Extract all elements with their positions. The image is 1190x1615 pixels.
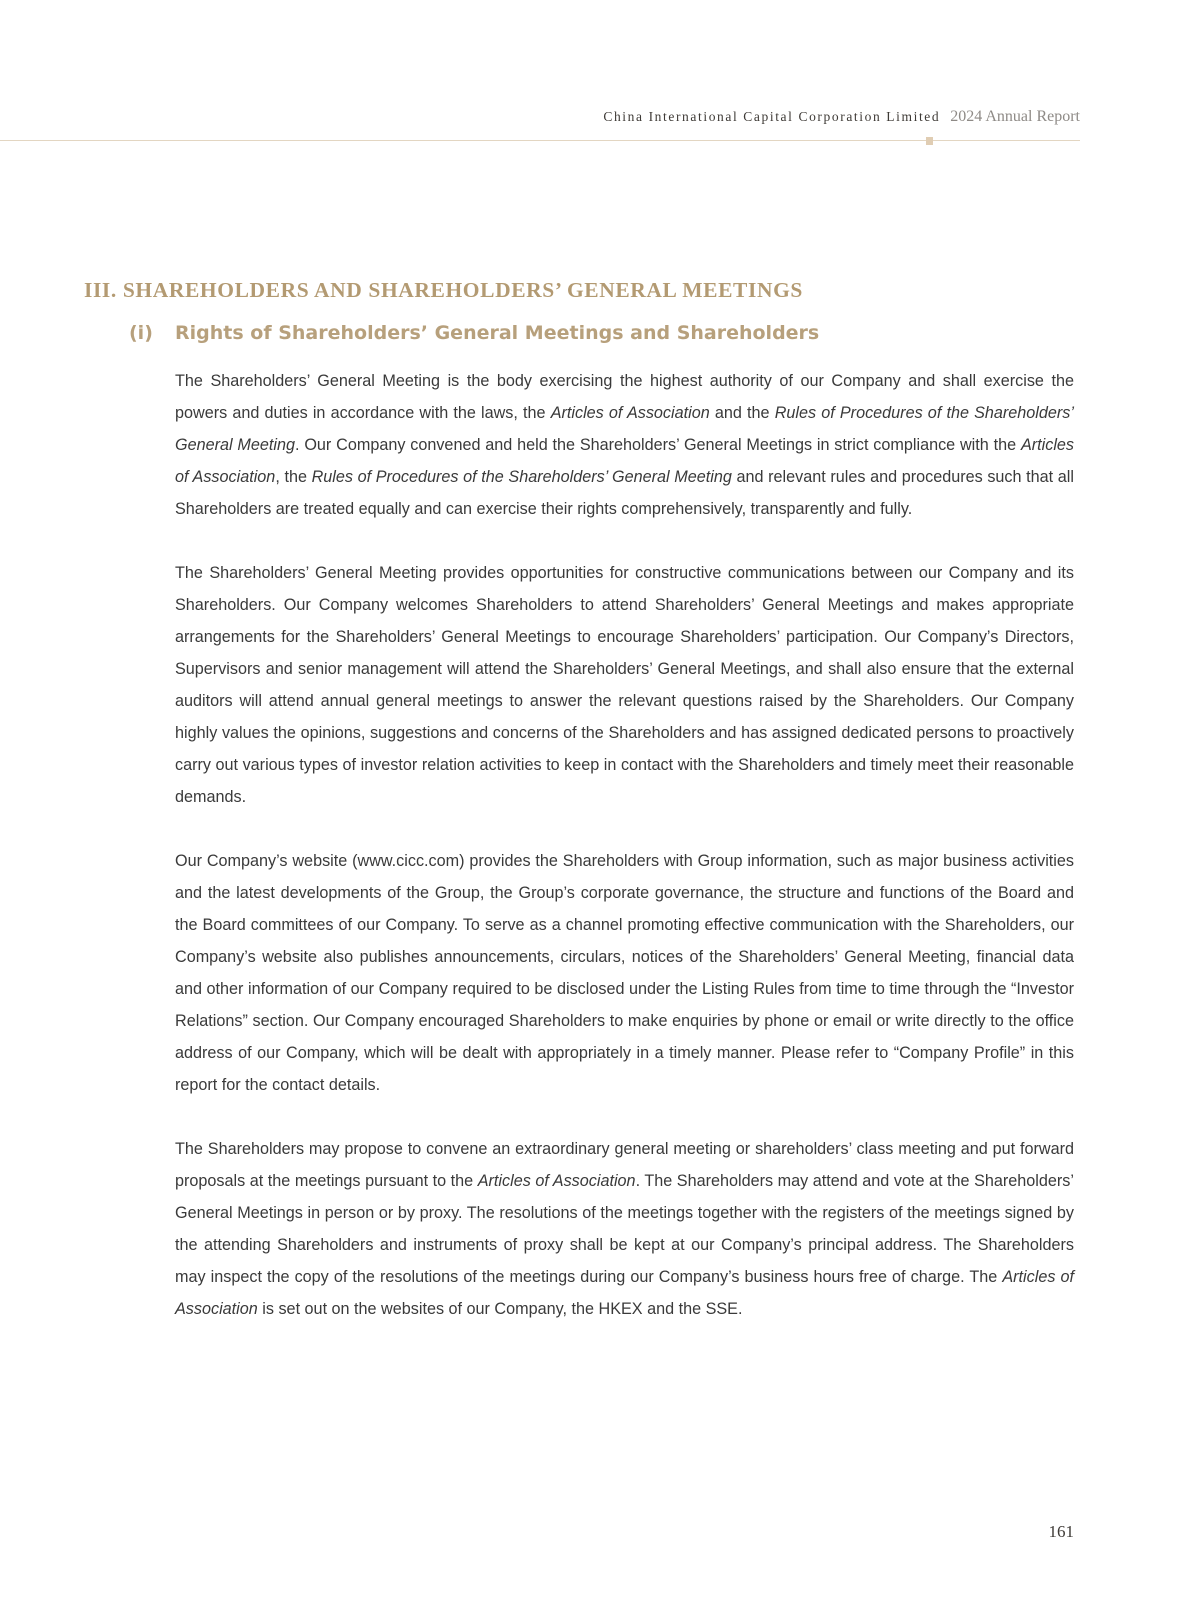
italic-document-title: Articles of Association [477, 1172, 636, 1190]
header-divider [0, 140, 1080, 141]
italic-document-title: Rules of Procedures of the Shareholders’ General Meeting [311, 468, 732, 486]
subsection-number: (i) [129, 322, 153, 344]
header-square-marker-icon [926, 137, 933, 145]
paragraph [175, 365, 1074, 525]
running-header [603, 108, 1080, 126]
italic-document-title: Articles of Association [175, 1268, 1074, 1318]
text-run: is set out on the websites of our Company, the HKEX and the SSE. [257, 1300, 743, 1318]
paragraph [175, 845, 1074, 1101]
header-report-title: 2024 Annual Report [950, 108, 1080, 125]
body-text [175, 365, 1074, 1357]
text-run: and relevant rules and procedures such that all Shareholders are treated equally and can exercise their rights comprehensively, transparently and fully. [175, 468, 1074, 518]
text-run: . The Shareholders may attend and vote at the Shareholders’ General Meetings in person or by proxy. The resolutions of the meetings together with the registers of the meetings signed by the attending Shareholders and instruments of proxy shall be kept at our Company’s principal address. The Shareholders may inspect the copy of the resolutions of the meetings during our Company’s business hours free of charge. The [175, 1172, 1074, 1286]
text-run: , the [275, 468, 312, 486]
text-run: and the [709, 404, 775, 422]
text-run: The Shareholders’ General Meeting is the body exercising the highest authority of our Company and shall exercise the powers and duties in accordance with the laws, the [175, 372, 1074, 422]
section-title: III. SHAREHOLDERS AND SHAREHOLDERS’ GENERAL MEETINGS [84, 278, 803, 302]
text-run: . Our Company convened and held the Shareholders’ General Meetings in strict compliance with the [295, 436, 1021, 454]
header-company-name: China International Capital Corporation Limited [603, 109, 941, 124]
page-number: 161 [1048, 1522, 1074, 1541]
italic-document-title: Articles of Association [550, 404, 710, 422]
paragraph [175, 1133, 1074, 1325]
subsection-heading [129, 322, 819, 344]
text-run: The Shareholders’ General Meeting provides opportunities for constructive communications between our Company and its Shareholders. Our Company welcomes Shareholders to attend Shareholders’ General Meetings and makes appropriate arrangements for the Shareholders’ General Meetings to encourage Shareholders’ participation. Our Company’s Directors, Supervisors and senior management will attend the Shareholders’ General Meetings, and shall also ensure that the external auditors will attend annual general meetings to answer the relevant questions raised by the Shareholders. Our Company highly values the opinions, suggestions and concerns of the Shareholders and has assigned dedicated persons to proactively carry out various types of investor relation activities to keep in contact with the Shareholders and timely meet their reasonable demands. [175, 564, 1074, 806]
subsection-title: Rights of Shareholders’ General Meetings and Shareholders [175, 322, 820, 344]
text-run: Our Company’s website (www.cicc.com) provides the Shareholders with Group information, such as major business activities and the latest developments of the Group, the Group’s corporate governance, the structure and functions of the Board and the Board committees of our Company. To serve as a channel promoting effective communication with the Shareholders, our Company’s website also publishes announcements, circulars, notices of the Shareholders’ General Meeting, financial data and other information of our Company required to be disclosed under the Listing Rules from time to time through the “Investor Relations” section. Our Company encouraged Shareholders to make enquiries by phone or email or write directly to the office address of our Company, which will be dealt with appropriately in a timely manner. Please refer to “Company Profile” in this report for the contact details. [175, 852, 1074, 1094]
italic-document-title: Rules of Procedures of the Shareholders’ General Meeting [175, 404, 1074, 454]
italic-document-title: Articles of Association [175, 436, 1075, 486]
paragraph [175, 557, 1074, 813]
text-run: The Shareholders may propose to convene an extraordinary general meeting or shareholders’ class meeting and put forward proposals at the meetings pursuant to the [175, 1140, 1074, 1190]
